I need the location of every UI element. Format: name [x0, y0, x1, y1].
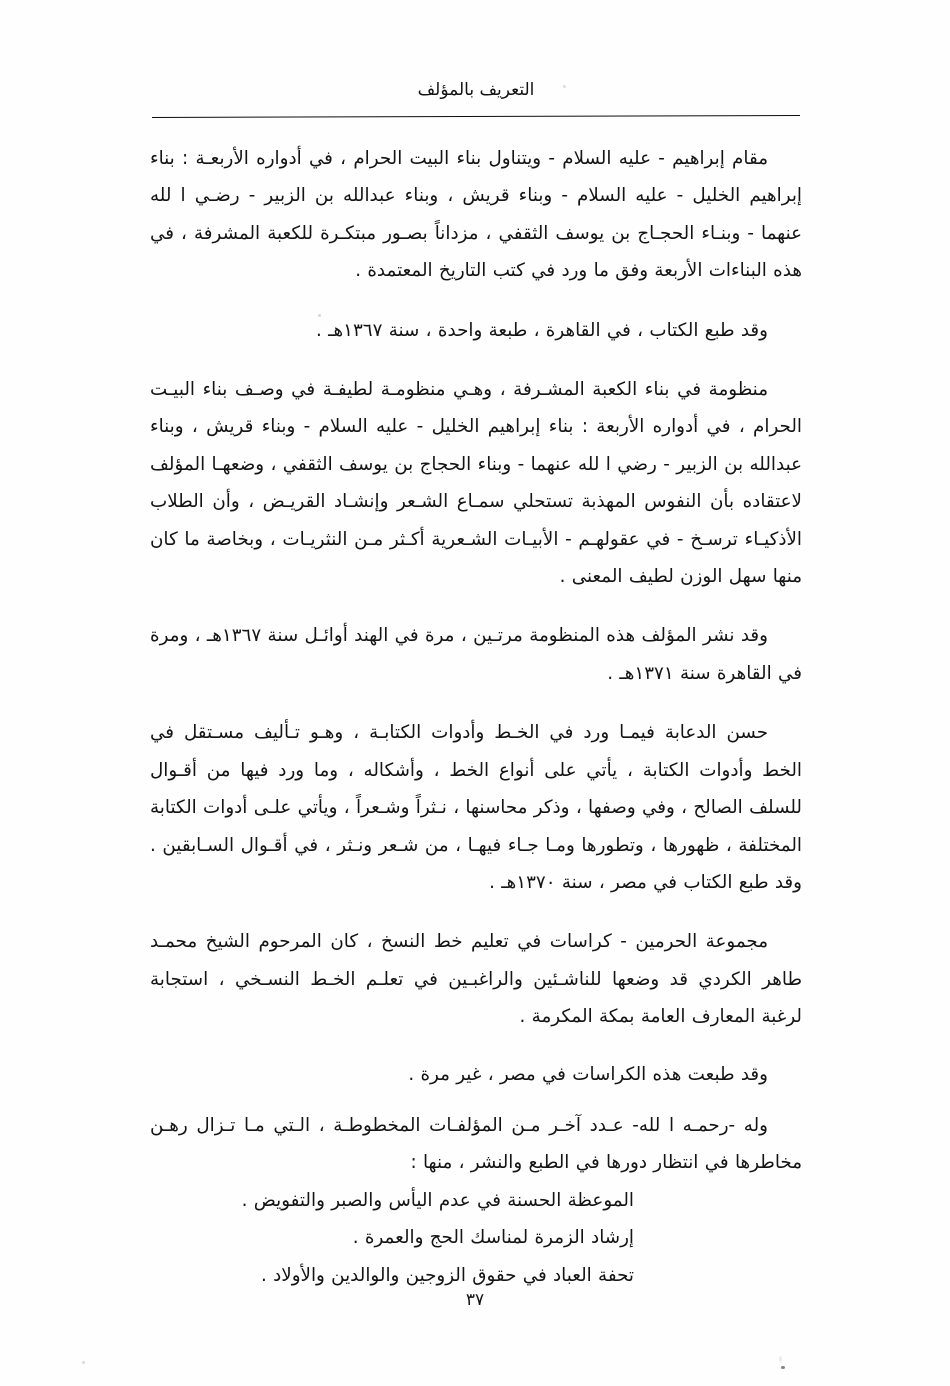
- paragraph-kurrasat-printing-note: وقد طبعت هذه الكراسات في مصر ، غير مرة .: [408, 1063, 768, 1085]
- scan-speck: [563, 85, 566, 88]
- running-head: التعريف بالمؤلف: [417, 80, 535, 100]
- header-rule: [152, 115, 800, 118]
- paragraph-husn-aldiaba: حسن الدعابة فيمـا ورد في الخـط وأدوات الكتابـة ، وهـو تـأليف مسـتقل في الخط وأدوات الكتابة ، يأتي على أنواع الخط ، وأشكاله ، وما ورد فيها من أقـوال للسلف الصالح ، وفي وصفها ، وذكر محاسنها ، نـثراً وشـعراً ، ويأتي علـى أدوات الكتابة المختلفة ، ظهورها ، وتطورها ومـا جـاء فيهـا ، من شـعر ونـثر ، في أقـوال السـابقين . وقد طبع الكتاب في مصر ، سنة ١٣٧٠هـ .: [150, 722, 802, 893]
- paragraph-printing-note-cairo: وقد طبع الكتاب ، في القاهرة ، طبعة واحدة ، سنة ١٣٦٧هـ .: [316, 319, 768, 341]
- list-item: إرشاد الزمرة لمناسك الحج والعمرة .: [352, 1227, 634, 1249]
- list-item: تحفة العباد في حقوق الزوجين والوالدين والأولاد .: [261, 1264, 634, 1286]
- scan-speck: [781, 1366, 785, 1369]
- paragraph-manzuma-publication: وقد نشر المؤلف هذه المنظومة مرتـين ، مرة في الهند أوائـل سنة ١٣٦٧هـ ، ومرة في القاهرة سنة ١٣٧١هـ .: [150, 625, 802, 684]
- body-text-column: [150, 140, 802, 1294]
- paragraph-majmuat-alharamayn: مجموعة الحرمين - كراسات في تعليم خط النسخ ، كان المرحوم الشيخ محمـد طاهر الكردي قد وضعها للناشـئين والراغبـين في تعلـم الخـط النسـخي ، استجابة لرغبة المعارف العامة بمكة المكرمة .: [150, 931, 802, 1028]
- paragraph-manzuma-kaaba: منظومة في بناء الكعبة المشـرفة ، وهـي منظومـة لطيفـة في وصـف بناء البيـت الحرام ، في أدواره الأربعة : بناء إبراهيم الخليل - عليه السلام - وبناء قريش ، وبناء عبدالله بن الزبير - رضي ا لله عنهما - وبناء الحجاج بن يوسف الثقفي ، وضعهـا المؤلف لاعتقاده بأن النفوس المهذبة تستحلي سمـاع الشـعر وإنشـاد القريـض ، وأن الطلاب الأذكيـاء ترسـخ - في عقولهـم - الأبيـات الشـعرية أكـثر مـن النثريـات ، وبخاصة ما كان منها سهل الوزن لطيف المعنى .: [150, 379, 802, 588]
- page-number: ٣٧: [465, 1290, 485, 1310]
- manuscript-works-list: [150, 1182, 802, 1294]
- scan-speck: [779, 1356, 782, 1362]
- scan-speck: [82, 1361, 85, 1364]
- list-item: الموعظة الحسنة في عدم اليأس والصبر والتفويض .: [241, 1189, 634, 1211]
- paragraph-maqam-ibrahim: مقام إبراهيم - عليه السلام - ويتناول بناء البيت الحرام ، في أدواره الأربعـة : بناء إبراهيم الخليل - عليه السلام - وبناء قريش ، وبناء عبدالله بن الزبير - رضـي ا لله عنهما - وبنـاء الحجـاج بن يوسف الثقفي ، مزداناً بصـور مبتكـرة للكعبة المشرفة ، في هذه البناءات الأربعة وفق ما ورد في كتب التاريخ المعتمدة .: [150, 148, 802, 282]
- scan-speck: [318, 314, 321, 317]
- paragraph-manuscript-works-intro: وله -رحمـه ا لله- عـدد آخـر مـن المؤلفـات المخطوطـة ، الـتي مـا تـزال رهـن مخاطرها في انتظار دورها في الطبع والنشر ، منها :: [150, 1114, 802, 1174]
